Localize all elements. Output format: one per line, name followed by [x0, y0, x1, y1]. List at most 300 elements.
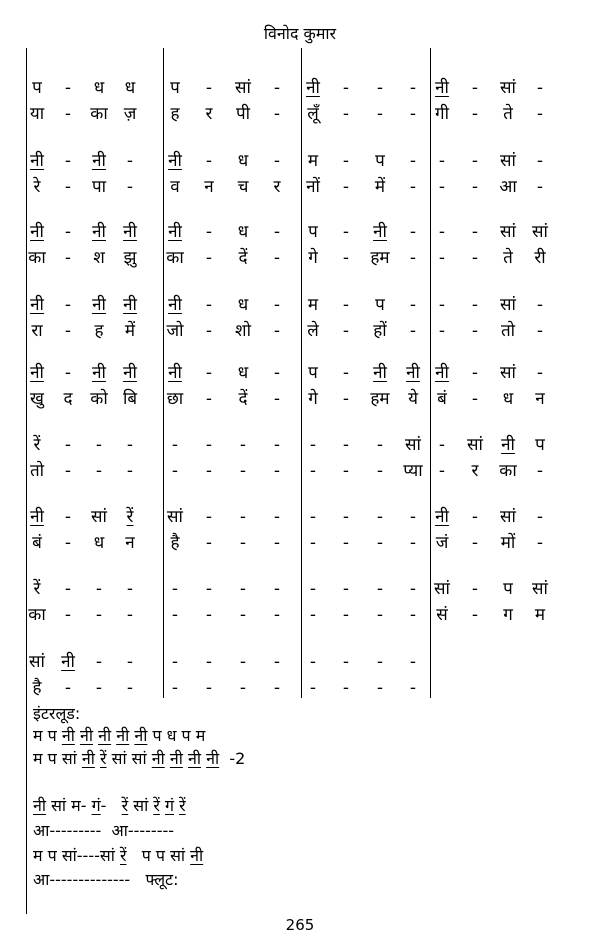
lyric-cell: [231, 175, 255, 199]
lyric-cell: [87, 246, 111, 270]
note-text: -: [171, 579, 179, 599]
lyric-cell: [163, 102, 187, 126]
lyric-text: -: [273, 461, 281, 481]
note-text: रें: [33, 435, 41, 455]
note-cell: [197, 220, 221, 244]
note-text: -: [273, 507, 281, 527]
interlude-line-6: [33, 869, 179, 891]
lyric-cell: [334, 459, 358, 483]
note-text: -: [205, 507, 213, 527]
lyric-text: -: [205, 248, 213, 268]
note-text: -: [438, 295, 446, 315]
note-text: -: [95, 435, 103, 455]
lyric-text: -: [376, 605, 384, 625]
notation-lyric-row: [0, 102, 600, 126]
lyric-cell: [163, 319, 187, 343]
lyric-cell: [334, 676, 358, 700]
lyric-cell: [265, 459, 289, 483]
note-cell: [265, 433, 289, 457]
note-cell: [334, 76, 358, 100]
lyric-text: -: [409, 533, 417, 553]
lyric-text: -: [536, 533, 544, 553]
lyric-text: का: [28, 248, 46, 268]
lyric-text: गी: [435, 104, 449, 124]
lyric-text: -: [239, 678, 247, 698]
lyric-text: दें: [238, 389, 248, 409]
note-cell: [430, 505, 454, 529]
lyric-text: -: [342, 389, 350, 409]
lyric-text: बं: [437, 389, 447, 409]
note-cell: [496, 76, 520, 100]
note-cell: [301, 293, 325, 317]
note-cell: [401, 433, 425, 457]
note-cell: [197, 293, 221, 317]
interlude-segment: नी: [190, 846, 204, 865]
note-text: -: [309, 652, 317, 672]
lyric-cell: [231, 531, 255, 555]
note-cell: [334, 650, 358, 674]
lyric-text: का: [499, 461, 517, 481]
lyric-text: न: [125, 533, 135, 553]
note-cell: [197, 650, 221, 674]
note-text: -: [64, 295, 72, 315]
lyric-cell: [163, 246, 187, 270]
lyric-text: -: [471, 389, 479, 409]
note-cell: [528, 76, 552, 100]
note-cell: [231, 650, 255, 674]
note-text: -: [342, 151, 350, 171]
interlude-segment: नी: [206, 749, 220, 768]
lyric-cell: [401, 459, 425, 483]
interlude-heading: इंटरलूड:: [33, 704, 81, 723]
note-cell: [163, 149, 187, 173]
note-cell: [197, 149, 221, 173]
note-cell: [430, 293, 454, 317]
lyric-cell: [265, 603, 289, 627]
lyric-text: र: [273, 177, 281, 197]
lyric-text: -: [409, 605, 417, 625]
lyric-text: -: [342, 248, 350, 268]
note-cell: [118, 220, 142, 244]
lyric-cell: [528, 531, 552, 555]
lyric-cell: [25, 319, 49, 343]
lyric-cell: [496, 175, 520, 199]
lyric-cell: [496, 102, 520, 126]
note-cell: [87, 149, 111, 173]
lyric-text: -: [64, 461, 72, 481]
lyric-cell: [118, 387, 142, 411]
note-text: नी: [373, 363, 387, 383]
note-cell: [401, 76, 425, 100]
note-text: सां: [434, 579, 450, 599]
interlude-segment: -: [100, 796, 122, 815]
note-text: म: [307, 151, 319, 171]
lyric-text: -: [64, 605, 72, 625]
note-cell: [163, 220, 187, 244]
note-cell: [334, 149, 358, 173]
note-cell: [401, 650, 425, 674]
lyric-text: -: [342, 605, 350, 625]
note-cell: [265, 149, 289, 173]
lyric-cell: [87, 603, 111, 627]
interlude-segment: म प सां----सां: [33, 846, 120, 865]
lyric-cell: [163, 175, 187, 199]
lyric-cell: [401, 102, 425, 126]
note-cell: [430, 76, 454, 100]
lyric-cell: [301, 459, 325, 483]
note-text: सां: [532, 579, 548, 599]
lyric-text: -: [205, 389, 213, 409]
note-text: नी: [61, 652, 75, 672]
note-text: नी: [435, 363, 449, 383]
lyric-text: -: [64, 533, 72, 553]
note-cell: [87, 76, 111, 100]
lyric-cell: [231, 459, 255, 483]
lyric-cell: [430, 603, 454, 627]
note-cell: [368, 361, 392, 385]
lyric-cell: [430, 531, 454, 555]
note-cell: [401, 361, 425, 385]
lyric-text: -: [171, 461, 179, 481]
note-text: रें: [126, 507, 134, 527]
lyric-cell: [197, 531, 221, 555]
lyric-text: बं: [32, 533, 42, 553]
note-cell: [496, 505, 520, 529]
lyric-text: -: [471, 248, 479, 268]
lyric-cell: [25, 102, 49, 126]
note-cell: [197, 505, 221, 529]
lyric-text: झु: [123, 248, 137, 268]
lyric-text: ग: [503, 605, 513, 625]
lyric-text: को: [90, 389, 108, 409]
note-cell: [496, 220, 520, 244]
interlude-segment: रें: [153, 796, 160, 815]
note-text: -: [471, 151, 479, 171]
note-text: -: [536, 295, 544, 315]
lyric-cell: [56, 676, 80, 700]
lyric-text: -: [126, 177, 134, 197]
lyric-cell: [118, 531, 142, 555]
lyric-text: -: [205, 678, 213, 698]
lyric-cell: [496, 387, 520, 411]
note-text: सां: [91, 507, 107, 527]
note-text: -: [273, 579, 281, 599]
notation-lyric-row: [0, 175, 600, 199]
lyric-cell: [430, 319, 454, 343]
lyric-cell: [87, 676, 111, 700]
notation-lyric-row: [0, 319, 600, 343]
lyric-cell: [334, 246, 358, 270]
lyric-cell: [368, 459, 392, 483]
note-cell: [368, 220, 392, 244]
interlude-segment: गं: [164, 796, 174, 815]
lyric-cell: [197, 387, 221, 411]
note-text: सां: [500, 363, 516, 383]
note-cell: [430, 577, 454, 601]
lyric-cell: [118, 603, 142, 627]
note-cell: [231, 149, 255, 173]
interlude-segment: नी: [116, 726, 130, 745]
lyric-cell: [265, 531, 289, 555]
note-cell: [87, 293, 111, 317]
lyric-cell: [265, 319, 289, 343]
note-text: नी: [92, 222, 106, 242]
interlude-segment: सां म-: [46, 796, 92, 815]
lyric-text: -: [309, 678, 317, 698]
note-cell: [265, 76, 289, 100]
lyric-cell: [265, 102, 289, 126]
note-text: सां: [500, 507, 516, 527]
lyric-cell: [463, 175, 487, 199]
note-cell: [87, 650, 111, 674]
note-cell: [265, 650, 289, 674]
lyric-cell: [368, 246, 392, 270]
note-text: सां: [405, 435, 421, 455]
note-text: -: [409, 295, 417, 315]
note-cell: [430, 220, 454, 244]
note-cell: [334, 577, 358, 601]
lyric-cell: [401, 676, 425, 700]
note-text: -: [205, 435, 213, 455]
note-text: -: [205, 652, 213, 672]
lyric-cell: [197, 319, 221, 343]
note-text: ध: [237, 363, 249, 383]
lyric-cell: [197, 102, 221, 126]
interlude-segment: म प: [33, 726, 62, 745]
note-cell: [430, 433, 454, 457]
lyric-cell: [401, 531, 425, 555]
lyric-text: आ: [499, 177, 517, 197]
lyric-cell: [231, 102, 255, 126]
lyric-cell: [25, 246, 49, 270]
note-cell: [301, 149, 325, 173]
note-cell: [334, 293, 358, 317]
notation-note-row: [0, 650, 600, 674]
note-text: -: [64, 222, 72, 242]
lyric-text: पी: [235, 104, 251, 124]
note-cell: [231, 361, 255, 385]
lyric-cell: [265, 175, 289, 199]
lyric-cell: [496, 603, 520, 627]
lyric-text: -: [273, 321, 281, 341]
lyric-cell: [401, 246, 425, 270]
lyric-cell: [197, 603, 221, 627]
note-text: नी: [501, 435, 515, 455]
note-text: -: [409, 507, 417, 527]
lyric-text: ले: [307, 321, 319, 341]
lyric-cell: [463, 531, 487, 555]
note-cell: [118, 577, 142, 601]
note-text: -: [376, 78, 384, 98]
note-text: -: [273, 435, 281, 455]
lyric-text: न: [204, 177, 214, 197]
note-cell: [25, 577, 49, 601]
lyric-text: गे: [308, 248, 318, 268]
lyric-text: -: [438, 177, 446, 197]
note-text: प: [32, 78, 42, 98]
note-cell: [401, 577, 425, 601]
notation-lyric-row: [0, 531, 600, 555]
lyric-text: -: [126, 605, 134, 625]
note-text: -: [273, 652, 281, 672]
note-cell: [118, 650, 142, 674]
note-text: -: [205, 151, 213, 171]
note-cell: [25, 76, 49, 100]
note-cell: [87, 433, 111, 457]
note-cell: [56, 433, 80, 457]
lyric-cell: [118, 459, 142, 483]
lyric-text: हों: [373, 321, 387, 341]
lyric-text: तो: [29, 461, 45, 481]
interlude-segment: नी: [61, 726, 75, 745]
note-cell: [463, 220, 487, 244]
lyric-text: -: [376, 461, 384, 481]
note-cell: [231, 577, 255, 601]
lyric-text: -: [171, 678, 179, 698]
note-cell: [118, 433, 142, 457]
interlude-segment: प ध प म: [147, 726, 206, 745]
notation-note-row: [0, 433, 600, 457]
note-cell: [463, 361, 487, 385]
lyric-cell: [56, 531, 80, 555]
lyric-text: व: [170, 177, 180, 197]
note-cell: [197, 433, 221, 457]
note-text: -: [471, 363, 479, 383]
lyric-text: लूँ: [307, 104, 319, 124]
lyric-text: -: [376, 678, 384, 698]
note-text: -: [342, 507, 350, 527]
note-cell: [496, 577, 520, 601]
lyric-cell: [301, 246, 325, 270]
lyric-cell: [56, 319, 80, 343]
note-cell: [301, 433, 325, 457]
note-text: -: [126, 151, 134, 171]
lyric-cell: [301, 387, 325, 411]
note-cell: [528, 577, 552, 601]
note-text: नी: [406, 363, 420, 383]
note-cell: [56, 149, 80, 173]
lyric-cell: [430, 175, 454, 199]
lyric-text: -: [409, 248, 417, 268]
interlude-segment: -2: [219, 749, 246, 768]
lyric-text: -: [64, 678, 72, 698]
interlude-line-3: [33, 795, 186, 817]
note-text: -: [239, 507, 247, 527]
note-text: नी: [30, 222, 44, 242]
note-cell: [334, 433, 358, 457]
lyric-cell: [25, 459, 49, 483]
note-cell: [463, 433, 487, 457]
lyric-text: -: [205, 533, 213, 553]
note-text: ध: [237, 222, 249, 242]
interlude-segment: नी: [169, 749, 183, 768]
lyric-text: प्या: [403, 461, 423, 481]
note-cell: [231, 293, 255, 317]
lyric-text: ह: [170, 104, 180, 124]
note-cell: [163, 650, 187, 674]
note-text: -: [171, 652, 179, 672]
lyric-cell: [301, 531, 325, 555]
lyric-cell: [265, 246, 289, 270]
lyric-cell: [231, 676, 255, 700]
note-text: नी: [435, 507, 449, 527]
lyric-cell: [301, 102, 325, 126]
note-text: -: [342, 652, 350, 672]
note-cell: [301, 577, 325, 601]
lyric-text: में: [374, 177, 386, 197]
lyric-cell: [528, 319, 552, 343]
interlude-line-4: [33, 820, 174, 842]
lyric-cell: [528, 246, 552, 270]
lyric-text: श: [93, 248, 105, 268]
lyric-text: -: [309, 605, 317, 625]
note-text: -: [471, 78, 479, 98]
lyric-text: ते: [503, 248, 513, 268]
lyric-text: पा: [91, 177, 107, 197]
note-text: नी: [168, 295, 182, 315]
lyric-cell: [301, 175, 325, 199]
lyric-text: र: [471, 461, 479, 481]
lyric-text: छा: [166, 389, 184, 409]
note-text: प: [170, 78, 180, 98]
note-cell: [334, 220, 358, 244]
lyric-text: -: [64, 104, 72, 124]
lyric-cell: [463, 246, 487, 270]
lyric-text: -: [309, 461, 317, 481]
lyric-text: -: [64, 177, 72, 197]
notation-lyric-row: [0, 459, 600, 483]
note-text: -: [273, 151, 281, 171]
lyric-text: -: [205, 461, 213, 481]
lyric-text: र: [205, 104, 213, 124]
lyric-text: रे: [33, 177, 41, 197]
note-text: -: [273, 78, 281, 98]
lyric-text: शो: [235, 321, 251, 341]
note-text: नी: [92, 295, 106, 315]
interlude-line-1: [33, 725, 205, 747]
note-cell: [25, 293, 49, 317]
note-text: -: [309, 507, 317, 527]
note-text: -: [471, 579, 479, 599]
note-text: नी: [30, 363, 44, 383]
lyric-text: च: [237, 177, 249, 197]
note-text: -: [409, 222, 417, 242]
note-cell: [301, 76, 325, 100]
lyric-cell: [463, 319, 487, 343]
note-text: प: [375, 295, 385, 315]
note-cell: [301, 505, 325, 529]
lyric-cell: [231, 246, 255, 270]
note-text: सां: [500, 78, 516, 98]
lyric-cell: [56, 246, 80, 270]
note-cell: [25, 149, 49, 173]
note-cell: [56, 293, 80, 317]
lyric-cell: [463, 102, 487, 126]
lyric-cell: [87, 319, 111, 343]
lyric-text: -: [471, 177, 479, 197]
note-cell: [163, 361, 187, 385]
note-text: ध: [237, 151, 249, 171]
note-text: -: [471, 295, 479, 315]
lyric-text: दें: [238, 248, 248, 268]
lyric-text: ध: [502, 389, 514, 409]
interlude-segment: नी: [33, 796, 47, 815]
page-number: 265: [285, 916, 315, 934]
note-text: -: [409, 151, 417, 171]
lyric-text: तो: [500, 321, 516, 341]
lyric-cell: [118, 175, 142, 199]
lyric-text: -: [342, 321, 350, 341]
